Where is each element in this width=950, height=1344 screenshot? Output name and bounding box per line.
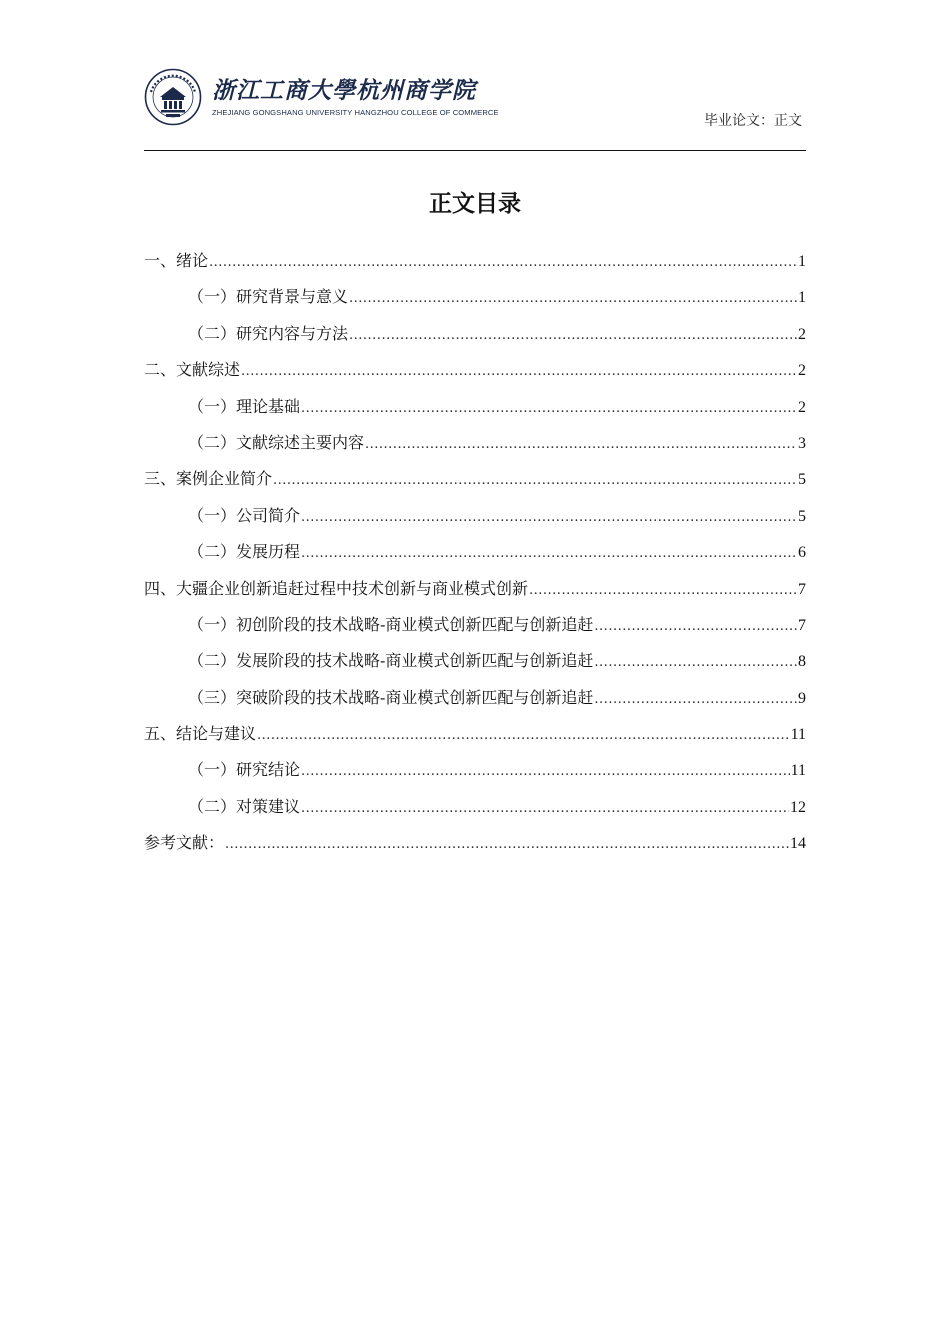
page-header — [144, 62, 806, 150]
header-divider — [144, 150, 806, 151]
toc-leader-dots — [301, 801, 789, 816]
toc-entry-label: （一）研究结论 — [188, 760, 301, 780]
toc-page-number: 2 — [798, 398, 806, 416]
toc-entry-label: （二）文献综述主要内容 — [188, 432, 365, 452]
toc-entry-label: （一）初创阶段的技术战略-商业模式创新匹配与创新追赶 — [188, 614, 594, 634]
toc-page-number: 7 — [798, 580, 806, 598]
toc-entry-label: （二）对策建议 — [188, 796, 301, 816]
toc-entry[interactable] — [144, 284, 806, 320]
toc-entry-label: （一）公司简介 — [188, 505, 301, 525]
toc-leader-dots — [301, 401, 797, 416]
toc-leader-dots — [594, 692, 797, 707]
toc-page-number: 1 — [798, 253, 806, 270]
toc-entry-label: （二）研究内容与方法 — [188, 323, 349, 343]
document-section-label: 毕业论文：正文 — [704, 113, 802, 129]
toc-entry-label: （二）发展阶段的技术战略-商业模式创新匹配与创新追赶 — [188, 651, 594, 671]
toc-leader-dots — [273, 473, 797, 488]
toc-leader-dots — [301, 510, 797, 525]
toc-page-number: 6 — [798, 544, 806, 562]
toc-leader-dots — [365, 437, 797, 452]
toc-entry-label: 一、绪论 — [144, 251, 209, 270]
toc-entry[interactable] — [144, 503, 806, 539]
toc-page-number: 5 — [798, 507, 806, 525]
toc-entry-label: （三）突破阶段的技术战略-商业模式创新匹配与创新追赶 — [188, 687, 594, 707]
toc-entry[interactable] — [144, 321, 806, 357]
toc-entry-label: 二、文献综述 — [144, 360, 241, 380]
table-of-contents — [144, 248, 806, 867]
toc-entry[interactable] — [144, 757, 806, 793]
toc-entry-label: （一）理论基础 — [188, 396, 301, 416]
toc-title: 正文目录 — [429, 191, 521, 217]
toc-page-number: 3 — [798, 434, 806, 452]
toc-entry[interactable] — [144, 648, 806, 684]
toc-leader-dots — [301, 546, 797, 561]
toc-page-number: 9 — [798, 689, 806, 707]
toc-entry[interactable] — [144, 612, 806, 648]
university-name-cn: 浙江工商大學杭州商学院 — [212, 77, 476, 104]
toc-leader-dots — [594, 655, 797, 670]
toc-entry[interactable] — [144, 539, 806, 575]
toc-leader-dots — [209, 255, 797, 270]
toc-entry[interactable] — [144, 576, 806, 612]
toc-page-number: 14 — [790, 835, 806, 853]
toc-page-number: 1 — [798, 289, 806, 307]
toc-entry[interactable] — [144, 466, 806, 502]
toc-leader-dots — [349, 328, 797, 343]
university-name-en: ZHEJIANG GONGSHANG UNIVERSITY HANGZHOU COLLEGE OF COMMERCE — [212, 108, 499, 117]
toc-entry-label: 四、大疆企业创新追赶过程中技术创新与商业模式创新 — [144, 578, 529, 598]
toc-page-number: 2 — [798, 325, 806, 343]
toc-page-number: 8 — [798, 653, 806, 671]
university-seal-logo — [144, 68, 202, 126]
toc-leader-dots — [225, 837, 789, 852]
toc-leader-dots — [241, 364, 797, 379]
toc-leader-dots — [301, 764, 790, 779]
toc-entry[interactable] — [144, 830, 806, 866]
toc-entry[interactable] — [144, 430, 806, 466]
toc-page-number: 5 — [798, 471, 806, 489]
toc-entry[interactable] — [144, 248, 806, 284]
toc-page-number: 11 — [790, 762, 806, 780]
toc-entry-label: 五、结论与建议 — [144, 724, 257, 744]
toc-entry-label: 三、案例企业简介 — [144, 469, 273, 489]
toc-page-number: 2 — [798, 362, 806, 380]
toc-leader-dots — [257, 728, 790, 743]
toc-entry-label: 参考文献： — [144, 833, 225, 853]
toc-entry-label: （一）研究背景与意义 — [188, 287, 349, 307]
toc-entry[interactable] — [144, 394, 806, 430]
toc-page-number: 12 — [790, 798, 806, 816]
toc-entry[interactable] — [144, 685, 806, 721]
toc-leader-dots — [529, 583, 797, 598]
toc-entry[interactable] — [144, 721, 806, 757]
toc-page-number: 7 — [798, 616, 806, 634]
toc-entry[interactable] — [144, 357, 806, 393]
toc-entry-label: （二）发展历程 — [188, 542, 301, 562]
university-wordmark — [212, 72, 499, 117]
toc-page-number: 11 — [790, 726, 806, 744]
toc-leader-dots — [594, 619, 797, 634]
toc-entry[interactable] — [144, 794, 806, 830]
toc-leader-dots — [349, 291, 797, 306]
